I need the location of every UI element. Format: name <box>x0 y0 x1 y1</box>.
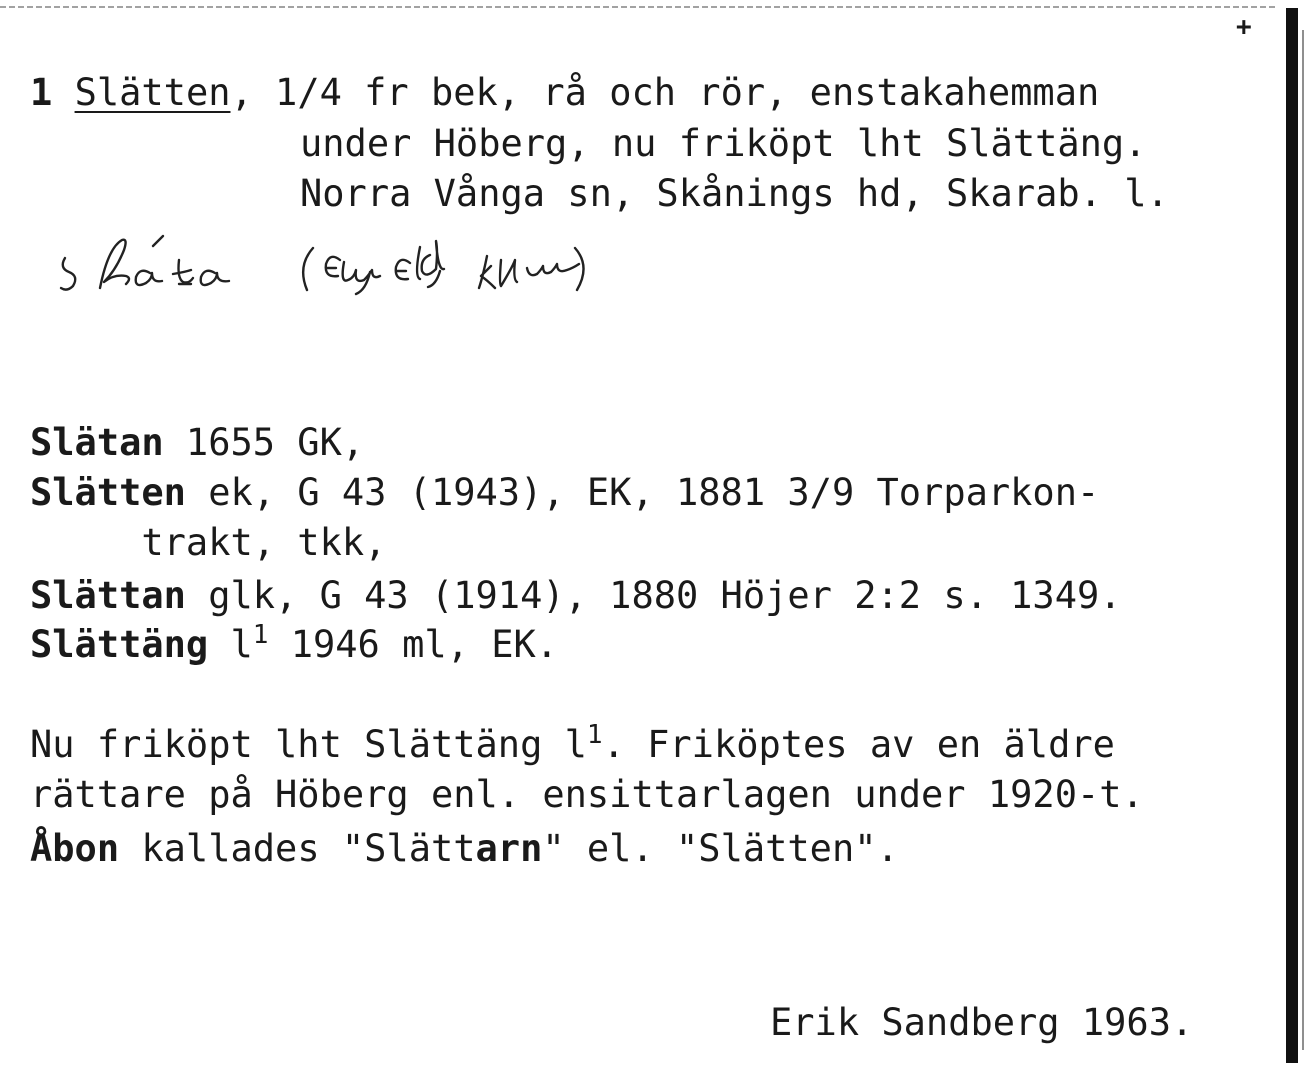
form-line-1 <box>30 421 365 464</box>
entry-line-3: Norra Vånga sn, Skånings hd, Skarab. l. <box>300 172 1169 215</box>
note-line-3 <box>30 827 899 870</box>
entry-line-2: under Höberg, nu friköpt lht Slättäng. <box>300 122 1147 165</box>
note-line-1-before: Nu friköpt lht Slättäng l <box>30 723 587 766</box>
form-rest-3: trakt, tkk, <box>30 521 387 564</box>
form-head-2: Slätten <box>30 471 186 514</box>
form-line-4 <box>30 574 1122 617</box>
form-rest-5b: 1946 ml, EK. <box>268 623 559 666</box>
form-head-4: Slättan <box>30 574 186 617</box>
entry-headword: Slätten <box>74 71 231 114</box>
handwritten-note-drawing <box>55 218 785 308</box>
entry-number: 1 <box>30 71 53 114</box>
entry-line-1-rest: , 1/4 fr bek, rå och rör, enstakahemman <box>230 71 1100 114</box>
form-rest-2: ek, G 43 (1943), EK, 1881 3/9 Torparkon- <box>185 471 1100 514</box>
form-head-5: Slättäng <box>30 623 209 666</box>
note-line-3-before: kallades "Slätt <box>119 827 476 870</box>
form-line-3 <box>30 521 387 564</box>
card-top-border <box>0 6 1275 8</box>
form-rest-1: 1655 GK, <box>163 421 365 464</box>
form-head-1: Slätan <box>30 421 164 464</box>
note-line-1 <box>30 720 1115 766</box>
form-superscript-5: 1 <box>252 620 269 650</box>
card-right-edge <box>1286 8 1298 1063</box>
note-line-3-head: Åbon <box>30 827 120 870</box>
signature: Erik Sandberg 1963. <box>770 1001 1194 1044</box>
card-right-edge-line <box>1302 30 1304 1050</box>
note-line-2: rättare på Höberg enl. ensittarlagen under 1920-t. <box>30 773 1144 816</box>
note-line-3-bold: arn <box>475 827 543 870</box>
entry-line-1 <box>30 71 1100 114</box>
form-line-5 <box>30 620 559 666</box>
form-line-2 <box>30 471 1100 514</box>
note-line-1-after: . Friköptes av en äldre <box>602 723 1115 766</box>
note-line-3-after: " el. "Slätten". <box>542 827 899 870</box>
note-superscript: 1 <box>586 720 603 750</box>
corner-mark: + <box>1236 12 1252 42</box>
form-rest-4: glk, G 43 (1914), 1880 Höjer 2:2 s. 1349. <box>185 574 1122 617</box>
form-rest-5a: l <box>208 623 253 666</box>
